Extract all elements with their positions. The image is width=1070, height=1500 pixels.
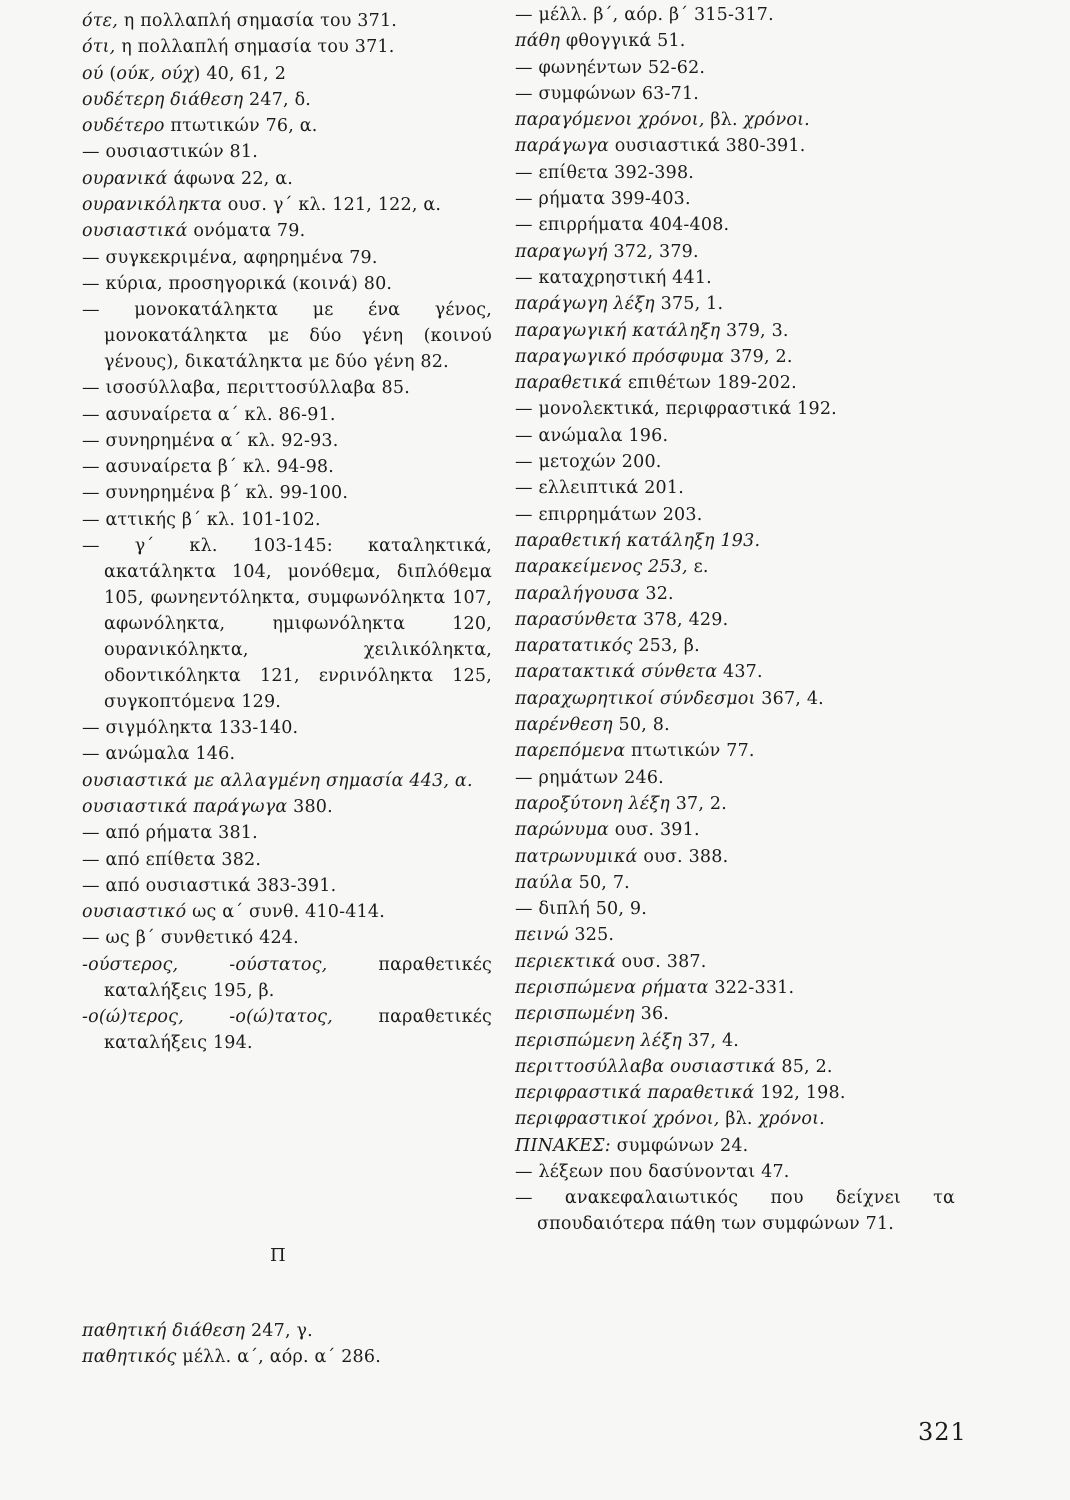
index-entry [82, 218, 492, 244]
index-term: παρατατικός [515, 636, 633, 657]
index-reference: — από ουσιαστικά 383-391. [82, 875, 337, 896]
index-entry [515, 765, 955, 791]
index-term: παρεπόμενα [515, 741, 626, 762]
index-reference: — ανώμαλα 146. [82, 744, 236, 765]
index-entry [82, 715, 492, 741]
index-entry [515, 55, 955, 81]
index-term: ουσιαστικό [82, 902, 187, 923]
index-reference: 379, 2. [724, 346, 793, 367]
index-reference: 437. [717, 662, 763, 683]
index-term: ουσιαστικά παράγωγα [82, 796, 288, 817]
index-entry [82, 87, 492, 113]
page-number: 321 [918, 1418, 967, 1446]
index-term: παρατακτικά σύνθετα [515, 662, 718, 683]
index-term: παραθετικά [515, 373, 623, 394]
index-entry [515, 1001, 955, 1027]
index-entry [82, 192, 492, 218]
index-entry [515, 344, 955, 370]
index-reference: — σιγμόληκτα 133-140. [82, 718, 299, 739]
index-entry [515, 81, 955, 107]
index-entry [82, 899, 492, 925]
index-term: παραγόμενοι χρόνοι, [515, 110, 705, 131]
index-term: παραγωγή [515, 241, 608, 262]
index-entry [515, 291, 955, 317]
index-reference: συμφώνων 24. [610, 1135, 749, 1156]
index-reference: βλ. [704, 110, 744, 131]
index-entry [82, 507, 492, 533]
index-reference: — γ΄ κλ. 103-145: καταληκτικά, ακατάληκτα 104, μονόθεμα, διπλόθεμα 105, φωνηεντόληκτα, συμφωνόληκτα 107, αφωνόληκτα, ημιφωνόληκτα 120, ουρανικόληκτα, χειλικόληκτα, οδοντικόληκτα 121, ενρινόληκτα 125, συγκοπτόμενα 129. [82, 536, 492, 713]
index-reference: — αττικής β΄ κλ. 101-102. [82, 509, 321, 530]
index-reference: — μονολεκτικά, περιφραστικά 192. [515, 399, 837, 420]
index-entry [515, 370, 955, 396]
index-entry [515, 239, 955, 265]
index-entry [515, 844, 955, 870]
index-entry [515, 1080, 955, 1106]
index-reference: — διπλή 50, 9. [515, 899, 647, 920]
index-term: περιφραστικοί χρόνοι, [515, 1109, 720, 1130]
index-reference: — ελλειπτικά 201. [515, 478, 684, 499]
index-reference: — επίθετα 392-398. [515, 162, 695, 183]
index-reference: — καταχρηστική 441. [515, 267, 712, 288]
index-term: περιττοσύλλαβα ουσιαστικά [515, 1056, 776, 1077]
index-reference: — μονοκατάληκτα με ένα γένος, μονοκατάληκτα με δύο γένη (κοινού γένους), δικατάληκτα με δύο γένη 82. [82, 300, 492, 373]
index-entry [515, 817, 955, 843]
index-reference: 378, 429. [637, 609, 729, 630]
index-term: περιεκτικά [515, 951, 616, 972]
index-reference: ουσ. 387. [615, 951, 707, 972]
index-entry [82, 375, 492, 401]
index-reference: — ανακεφαλαιωτικός που δείχνει τα σπουδαιότερα πάθη των συμφώνων 71. [515, 1188, 955, 1235]
index-reference: — μετοχών 200. [515, 452, 662, 473]
index-reference: — ασυναίρετα α΄ κλ. 86-91. [82, 404, 336, 425]
index-entry [82, 768, 492, 794]
index-column-right [515, 2, 955, 1237]
index-reference: — επιρρήματα 404-408. [515, 215, 730, 236]
index-term: παροξύτονη λέξη [515, 793, 670, 814]
index-reference: 379, 3. [720, 320, 789, 341]
index-term: περισπώμενα ρήματα [515, 977, 709, 998]
index-reference: 247, γ. [245, 1321, 313, 1341]
index-reference: 32. [639, 583, 674, 604]
index-reference: 375, 1. [654, 294, 724, 315]
index-reference: 85, 2. [775, 1056, 833, 1077]
index-term: παρένθεση [515, 715, 613, 736]
index-entry [515, 475, 955, 501]
index-term: ούκ, ούχ [116, 63, 194, 84]
index-reference: ουσ. 388. [637, 846, 729, 867]
index-reference: η πολλαπλή σημασία του 371. [117, 11, 398, 31]
index-entry [82, 113, 492, 139]
index-entry [515, 581, 955, 607]
index-term: ΠΙΝΑΚΕΣ: [515, 1135, 611, 1156]
index-term: ουδέτερο [82, 116, 165, 137]
index-term: ότι, [82, 37, 116, 58]
index-column-left-tail [82, 1318, 492, 1371]
index-reference: ως α΄ συνθ. 410-414. [186, 902, 386, 923]
index-term: ουρανικά [82, 168, 168, 189]
index-term: ουσιαστικά με αλλαγμένη σημασία 443, α. [82, 770, 473, 791]
index-entry [515, 554, 955, 580]
index-term: παρασύνθετα [515, 609, 638, 630]
index-reference: — ως β΄ συνθετικό 424. [82, 928, 299, 949]
index-entry [82, 245, 492, 271]
index-entry [82, 402, 492, 428]
index-reference: πτωτικών 76, α. [164, 116, 318, 137]
index-entry [515, 1054, 955, 1080]
index-term: παύλα [515, 872, 573, 893]
section-letter-heading: Π [270, 1245, 287, 1266]
index-entry [515, 28, 955, 54]
index-term: -ούστερος, -ούστατος, [82, 954, 328, 975]
index-entry [515, 2, 955, 28]
index-reference: ) 40, 61, 2 [193, 63, 287, 84]
index-term: ουσιαστικά [82, 221, 188, 242]
index-reference: ουσ. γ΄ κλ. 121, 122, α. [221, 195, 442, 216]
index-reference: — ανώμαλα 196. [515, 425, 669, 446]
index-term: παραλήγουσα [515, 583, 640, 604]
index-entry [515, 502, 955, 528]
index-reference: — συμφώνων 63-71. [515, 83, 700, 104]
index-term: παράγωγα [515, 136, 610, 157]
index-reference: ε. [687, 557, 709, 578]
index-reference: 50, 7. [572, 872, 630, 893]
index-reference: — ρήματα 399-403. [515, 189, 691, 210]
index-reference: — μέλλ. β΄, αόρ. β΄ 315-317. [515, 5, 774, 25]
index-entry [82, 847, 492, 873]
index-term: περισπωμένη [515, 1004, 635, 1025]
index-reference: — συγκεκριμένα, αφηρημένα 79. [82, 247, 378, 268]
index-entry [515, 791, 955, 817]
index-entry [82, 34, 492, 60]
index-reference: ουσ. 391. [608, 820, 700, 841]
index-reference: 367, 4. [755, 688, 824, 709]
index-reference: — συνηρημένα β΄ κλ. 99-100. [82, 483, 349, 504]
index-reference: 322-331. [708, 977, 795, 998]
index-entry [82, 1004, 492, 1056]
index-reference: επιθέτων 189-202. [622, 373, 797, 394]
index-reference: — ουσιαστικών 81. [82, 142, 258, 163]
index-reference: η πολλαπλή σημασία του 371. [115, 37, 395, 58]
index-entry [82, 454, 492, 480]
index-reference: άφωνα 22, α. [167, 168, 293, 189]
index-entry [515, 423, 955, 449]
index-entry [515, 1106, 955, 1132]
index-entry [515, 449, 955, 475]
index-entry [515, 318, 955, 344]
index-entry [515, 212, 955, 238]
index-term: πάθη [515, 31, 561, 52]
index-entry [82, 166, 492, 192]
index-entry [82, 8, 492, 34]
index-entry [82, 952, 492, 1004]
index-reference: — συνηρημένα α΄ κλ. 92-93. [82, 430, 339, 451]
index-reference: — ισοσύλλαβα, περιττοσύλλαβα 85. [82, 378, 410, 399]
index-term: ότε, [82, 11, 118, 31]
index-term: παθητικός [82, 1347, 177, 1368]
index-entry [82, 925, 492, 951]
index-entry [515, 686, 955, 712]
index-entry [515, 975, 955, 1001]
index-column-left [82, 8, 492, 1056]
index-reference: 37, 4. [682, 1030, 740, 1051]
index-entry [82, 271, 492, 297]
index-term: -ο(ώ)τερος, -ο(ώ)τατος, [82, 1006, 333, 1027]
index-entry [515, 633, 955, 659]
index-reference: ουσιαστικά 380-391. [609, 136, 806, 157]
index-term: χρόνοι. [743, 110, 810, 131]
index-term: παρώνυμα [515, 820, 609, 841]
index-entry [82, 794, 492, 820]
index-entry [515, 712, 955, 738]
index-entry [515, 160, 955, 186]
index-entry [515, 133, 955, 159]
index-entry [515, 107, 955, 133]
index-reference: — φωνηέντων 52-62. [515, 57, 706, 78]
index-term: πατρωνυμικά [515, 846, 638, 867]
index-term: παραγωγικό πρόσφυμα [515, 346, 725, 367]
index-reference: 380. [287, 796, 333, 817]
index-entry [515, 1159, 955, 1185]
index-entry [82, 741, 492, 767]
index-reference: 253, β. [632, 636, 700, 657]
index-reference: — από επίθετα 382. [82, 849, 262, 870]
index-entry [82, 1344, 492, 1370]
index-reference: — κύρια, προσηγορικά (κοινά) 80. [82, 273, 393, 294]
index-entry [515, 528, 955, 554]
index-term: περιφραστικά παραθετικά [515, 1083, 755, 1104]
index-entry [82, 428, 492, 454]
index-entry [82, 297, 492, 375]
index-entry [82, 480, 492, 506]
index-reference: — λέξεων που δασύνονται 47. [515, 1162, 790, 1183]
index-term: ουρανικόληκτα [82, 195, 222, 216]
index-entry [515, 396, 955, 422]
index-term: παραχωρητικοί σύνδεσμοι [515, 688, 756, 709]
index-reference: 50, 8. [612, 715, 670, 736]
index-term: παραθετική κατάληξη 193. [515, 530, 761, 551]
index-reference: 325. [568, 925, 615, 946]
index-entry [515, 659, 955, 685]
index-entry [515, 1133, 955, 1159]
index-reference: παραθετικές καταλήξεις 194. [104, 1006, 492, 1053]
index-reference: 247, δ. [243, 89, 312, 110]
index-term: ού [82, 63, 104, 84]
index-entry [82, 533, 492, 715]
index-reference: 192, 198. [754, 1083, 846, 1104]
index-entry [515, 870, 955, 896]
index-reference: — από ρήματα 381. [82, 823, 258, 844]
index-term: ουδέτερη διάθεση [82, 89, 244, 110]
index-entry [515, 922, 955, 948]
index-entry [515, 1185, 955, 1237]
index-entry [82, 820, 492, 846]
index-term: παθητική διάθεση [82, 1321, 246, 1341]
index-entry [82, 1318, 492, 1344]
index-reference: φθογγικά 51. [560, 31, 686, 52]
index-reference: ονόματα 79. [187, 221, 306, 242]
index-reference: βλ. [719, 1109, 759, 1130]
index-entry [515, 607, 955, 633]
index-reference: πτωτικών 77. [625, 741, 755, 762]
index-term: παρακείμενος 253, [515, 557, 688, 578]
index-reference: 372, 379. [607, 241, 699, 262]
index-entry [515, 949, 955, 975]
index-entry [82, 139, 492, 165]
index-entry [515, 265, 955, 291]
index-reference: — ασυναίρετα β΄ κλ. 94-98. [82, 457, 334, 478]
index-reference: ( [103, 63, 117, 84]
index-entry [82, 61, 492, 87]
index-entry [515, 738, 955, 764]
index-entry [515, 186, 955, 212]
index-term: περισπώμενη λέξη [515, 1030, 683, 1051]
index-term: πεινώ [515, 925, 569, 946]
index-term: παράγωγη λέξη [515, 294, 655, 315]
index-reference: 36. [634, 1004, 670, 1025]
index-entry [515, 1028, 955, 1054]
index-reference: παραθετικές καταλήξεις 195, β. [104, 954, 493, 1001]
index-reference: 37, 2. [669, 793, 727, 814]
index-reference: — ρημάτων 246. [515, 767, 664, 788]
index-entry [515, 896, 955, 922]
index-reference: μέλλ. α΄, αόρ. α΄ 286. [176, 1347, 381, 1368]
index-reference: — επιρρημάτων 203. [515, 504, 703, 525]
index-term: παραγωγική κατάληξη [515, 320, 721, 341]
index-entry [82, 873, 492, 899]
index-term: χρόνοι. [758, 1109, 825, 1130]
